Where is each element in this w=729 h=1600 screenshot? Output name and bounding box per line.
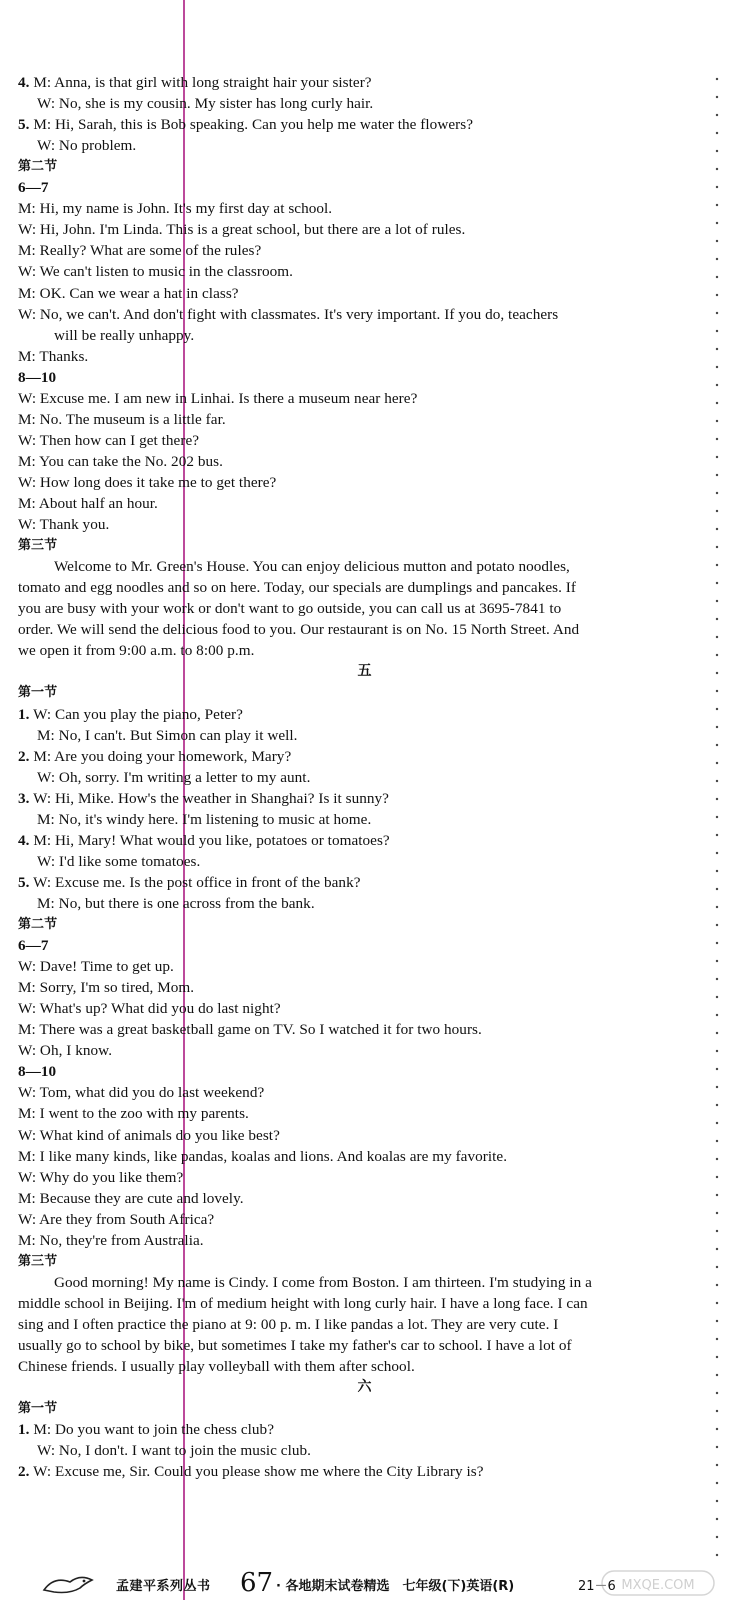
line-text: W: Dave! Time to get up. (18, 958, 174, 976)
text-line (37, 725, 703, 746)
section-heading (18, 914, 703, 935)
text-line (54, 1272, 703, 1293)
text-line (18, 1061, 703, 1082)
bird-logo-icon (40, 1572, 96, 1596)
line-text: M: Sorry, I'm so tired, Mom. (18, 979, 195, 997)
text-line (37, 851, 703, 872)
line-text: sing and I often practice the piano at 9: 00 p. m. I like pandas a lot. They are very cute. I (18, 1315, 559, 1333)
line-text: W: Then how can I get there? (18, 431, 200, 449)
line-text: 第三节 (18, 1253, 58, 1269)
text-line (18, 1209, 703, 1230)
line-text: order. We will send the delicious food to you. Our restaurant is on No. 15 North Street. And (18, 621, 580, 639)
line-text: W: No, I don't. I want to join the music club. (37, 1442, 312, 1460)
text-line (18, 430, 703, 451)
line-text: M: Hi, my name is John. It's my first day at school. (18, 200, 333, 218)
text-line (18, 1167, 703, 1188)
series-name: 孟建平系列丛书 (116, 1579, 211, 1594)
text-line (18, 409, 703, 430)
text-line (18, 1314, 703, 1335)
line-text: M: OK. Can we wear a hat in class? (18, 284, 239, 302)
line-text: M: I like many kinds, like pandas, koalas and lions. And koalas are my favorite. (18, 1147, 508, 1165)
line-text: Good morning! My name is Cindy. I come from Boston. I am thirteen. I'm studying in a (54, 1273, 592, 1291)
line-text: middle school in Beijing. I'm of medium height with long curly hair. I have a long face. I can (18, 1294, 588, 1312)
text-line (18, 1125, 703, 1146)
line-text: we open it from 9:00 a.m. to 8:00 p.m. (18, 642, 255, 660)
text-line (18, 640, 703, 661)
item-number: 5. (18, 873, 30, 891)
text-line (18, 493, 703, 514)
line-text: W: Can you play the piano, Peter? (29, 705, 243, 723)
text-line (54, 325, 703, 346)
section-heading (18, 682, 703, 703)
text-line (18, 451, 703, 472)
text-line (18, 1356, 703, 1377)
line-text: 8—10 (18, 368, 57, 386)
line-text: W: What kind of animals do you like best? (18, 1126, 280, 1144)
item-number: 4. (18, 831, 30, 849)
line-text: you are busy with your work or don't want to go outside, you can call us at 3695-7841 to (18, 600, 562, 618)
line-text: M: No, but there is one across from the bank. (37, 894, 315, 912)
text-line (18, 346, 703, 367)
line-text: 第一节 (18, 685, 58, 701)
line-text: Chinese friends. I usually play volleyball with them after school. (18, 1358, 415, 1376)
line-text: M: You can take the No. 202 bus. (18, 452, 223, 470)
item-number: 4. (18, 74, 30, 91)
perforation-dots (715, 70, 719, 1560)
line-text: Welcome to Mr. Green's House. You can enjoy delicious mutton and potato noodles, (54, 558, 570, 576)
line-text: usually go to school by bike, but sometimes I take my father's car to school. I have a lot of (18, 1337, 572, 1354)
text-line (18, 1335, 703, 1356)
book-title: · 各地期末试卷精选 七年级(下)英语(R) (276, 1579, 515, 1594)
text-line (18, 1461, 703, 1482)
line-text: 8—10 (18, 1063, 57, 1081)
text-line (18, 283, 703, 304)
line-text: W: Tom, what did you do last weekend? (18, 1084, 265, 1102)
line-text: W: No problem. (37, 137, 137, 155)
text-line (18, 1293, 703, 1314)
line-text: M: No, it's windy here. I'm listening to music at home. (37, 810, 372, 828)
text-line (18, 198, 703, 219)
text-line (37, 809, 703, 830)
text-line (18, 830, 703, 851)
text-line (18, 1230, 703, 1251)
section-heading (18, 156, 703, 177)
page-mark: 67 (240, 1568, 274, 1598)
line-text: W: Oh, sorry. I'm writing a letter to my aunt. (37, 768, 311, 786)
line-text: W: No, she is my cousin. My sister has long curly hair. (37, 95, 374, 113)
item-number: 5. (18, 116, 30, 134)
line-text: 第一节 (18, 1401, 58, 1417)
line-text: will be really unhappy. (54, 326, 195, 344)
line-text: M: Really? What are some of the rules? (18, 242, 262, 260)
text-line (18, 872, 703, 893)
text-line (37, 767, 703, 788)
line-text: 第二节 (18, 917, 58, 932)
text-line (37, 93, 703, 114)
line-text: M: I went to the zoo with my parents. (18, 1105, 249, 1123)
line-text: M: About half an hour. (18, 495, 158, 512)
section-heading (18, 1398, 703, 1419)
text-line (18, 177, 703, 198)
line-text: M: Hi, Mary! What would you like, potatoes or tomatoes? (29, 831, 390, 849)
text-line (18, 367, 703, 388)
text-line (54, 556, 703, 577)
line-text: 第二节 (18, 159, 58, 175)
text-line (37, 1440, 703, 1461)
line-text: M: No. The museum is a little far. (18, 410, 226, 428)
line-text: M: There was a great basketball game on TV. So I watched it for two hours. (18, 1021, 482, 1039)
text-line (18, 1188, 703, 1209)
text-line (18, 514, 703, 535)
line-text: W: Are they from South Africa? (18, 1210, 215, 1228)
line-text: M: No, they're from Australia. (18, 1231, 204, 1249)
text-line (18, 1103, 703, 1124)
text-line (18, 746, 703, 767)
text-line (37, 893, 703, 914)
page-footer (0, 1566, 729, 1600)
text-line (18, 619, 703, 640)
line-text: M: Anna, is that girl with long straight hair your sister? (29, 74, 372, 91)
item-number: 2. (18, 1463, 30, 1481)
text-line (18, 977, 703, 998)
text-line (18, 956, 703, 977)
line-text: W: Thank you. (18, 516, 110, 534)
line-text: M: Thanks. (18, 347, 89, 365)
line-text: W: Hi, Mike. How's the weather in Shanghai? Is it sunny? (29, 789, 389, 807)
line-text: 6—7 (18, 179, 49, 197)
text-line (18, 704, 703, 725)
text-line (18, 388, 703, 409)
line-text: 五 (357, 663, 372, 680)
line-text: W: Oh, I know. (18, 1042, 113, 1060)
line-text: M: Hi, Sarah, this is Bob speaking. Can you help me water the flowers? (29, 116, 473, 134)
line-text: 六 (357, 1379, 372, 1396)
item-number: 2. (18, 747, 30, 765)
watermark-logo (600, 1568, 716, 1598)
line-text: 第三节 (18, 538, 58, 554)
item-number: 3. (18, 789, 30, 807)
watermark-text: MXQE.COM (621, 1578, 695, 1593)
line-text: tomato and egg noodles and so on here. Today, our specials are dumplings and pancakes. If (18, 579, 576, 597)
line-text: W: What's up? What did you do last night? (18, 1000, 281, 1018)
text-line (18, 1146, 703, 1167)
line-text: M: Are you doing your homework, Mary? (29, 747, 292, 765)
text-line (18, 261, 703, 282)
line-text: W: Excuse me. Is the post office in front of the bank? (29, 873, 361, 891)
page-code: 21－6 (578, 1579, 616, 1594)
section-heading (18, 1251, 703, 1272)
text-line (18, 1019, 703, 1040)
item-number: 1. (18, 705, 30, 723)
section-heading (18, 535, 703, 556)
text-line (18, 998, 703, 1019)
text-line (18, 935, 703, 956)
line-text: W: We can't listen to music in the classroom. (18, 263, 293, 281)
line-text: W: Excuse me. I am new in Linhai. Is there a museum near here? (18, 389, 418, 407)
text-line (18, 577, 703, 598)
item-number: 1. (18, 1421, 30, 1439)
text-line (18, 240, 703, 261)
part-heading (0, 661, 729, 682)
text-line (18, 114, 703, 135)
text-line (18, 72, 703, 93)
text-line (18, 304, 703, 325)
text-line (18, 219, 703, 240)
line-text: W: No, we can't. And don't fight with classmates. It's very important. If you do, teachers (18, 305, 559, 323)
line-text: M: Because they are cute and lovely. (18, 1189, 244, 1207)
part-heading (0, 1377, 729, 1398)
line-text: M: No, I can't. But Simon can play it well. (37, 726, 298, 744)
text-line (18, 1419, 703, 1440)
text-line (18, 1082, 703, 1103)
text-line (37, 135, 703, 156)
line-text: M: Do you want to join the chess club? (29, 1421, 274, 1439)
line-text: 6—7 (18, 937, 49, 955)
text-line (18, 788, 703, 809)
text-line (18, 598, 703, 619)
line-text: W: I'd like some tomatoes. (37, 852, 201, 870)
line-text: W: Why do you like them? (18, 1168, 184, 1186)
text-line (18, 472, 703, 493)
line-text: W: Excuse me, Sir. Could you please show me where the City Library is? (29, 1463, 484, 1481)
line-text: W: Hi, John. I'm Linda. This is a great school, but there are a lot of rules. (18, 221, 466, 239)
text-line (18, 1040, 703, 1061)
line-text: W: How long does it take me to get there? (18, 473, 277, 491)
